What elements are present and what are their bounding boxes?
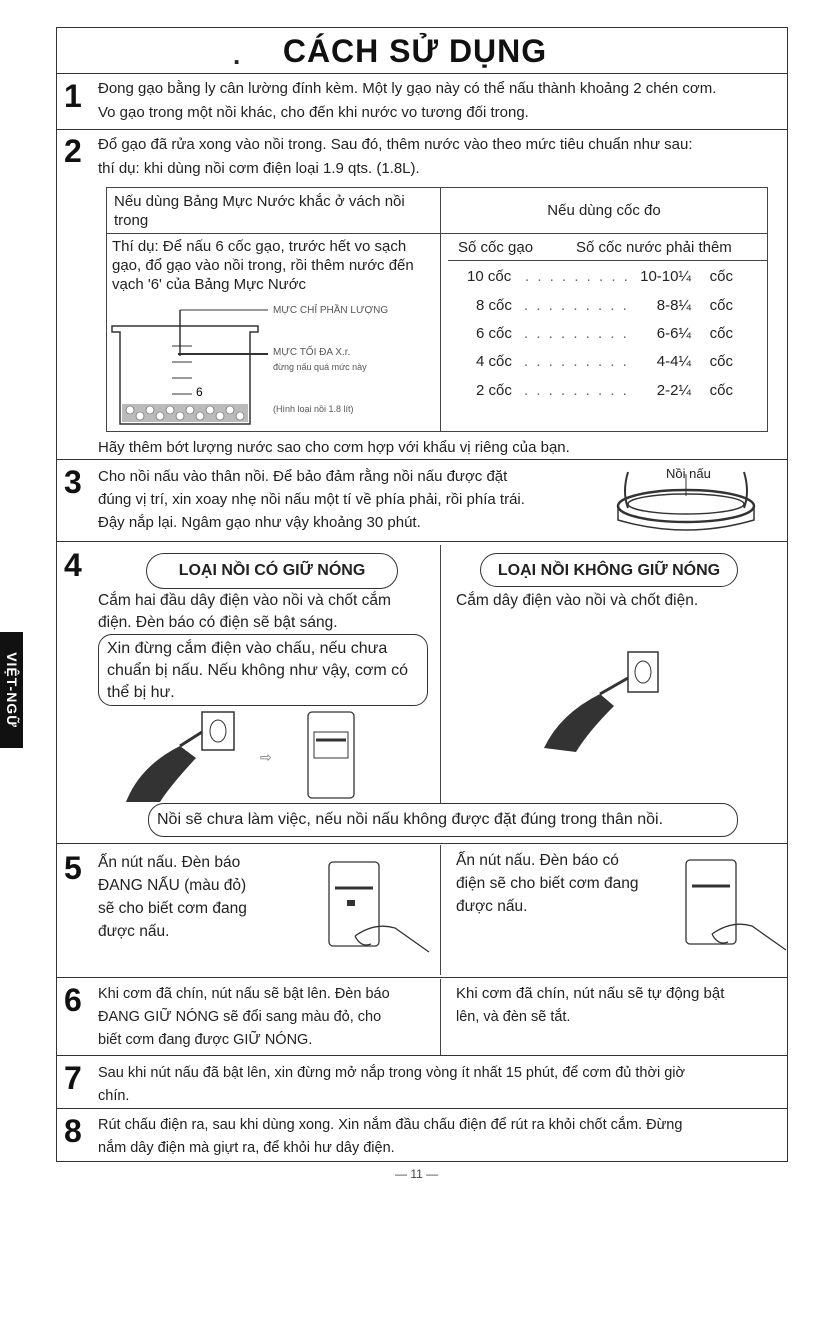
divider (56, 1108, 788, 1109)
label-level-max: MỰC TỐI ĐA X.r. (273, 347, 351, 358)
cook-button-press-icon-right (682, 856, 792, 968)
svg-text:6: 6 (196, 385, 203, 399)
step-number: 6 (64, 982, 82, 1018)
step6-right-line2: lên, và đèn sẽ tắt. (456, 1009, 571, 1025)
step4-left-line1: Cắm hai đầu dây điện vào nồi và chốt cắm (98, 592, 391, 609)
keep-warm-type-heading: LOẠI NỒI CÓ GIỮ NÓNG (146, 553, 398, 589)
step5-left-line2: ĐANG NẤU (màu đỏ) (98, 877, 247, 894)
divider (56, 73, 788, 74)
label-pot-model: (Hình loại nồi 1.8 lít) (273, 404, 354, 414)
step6-left-line1: Khi cơm đã chín, nút nấu sẽ bật lên. Đèn báo (98, 986, 390, 1002)
language-tab (0, 632, 23, 748)
step5-left-line1: Ấn nút nấu. Đèn báo (98, 854, 241, 871)
step-number: 8 (64, 1113, 82, 1149)
step5-left-line4: được nấu. (98, 923, 170, 940)
table-row: 8 cốc . . . . . . . . . 8-8¼ cốc (476, 297, 733, 314)
step5-right-line1: Ấn nút nấu. Đèn báo có (456, 852, 619, 869)
divider (56, 843, 788, 844)
table-header-line (106, 233, 768, 234)
plug-in-illustration (120, 706, 360, 806)
divider (56, 459, 788, 460)
step-number: 7 (64, 1060, 82, 1096)
step1-line2: Vo gạo trong một nồi khác, cho đến khi nước vo tương đối trong. (98, 104, 529, 121)
step2-line1: Đổ gạo đã rửa xong vào nồi trong. Sau đó, thêm nước vào theo mức tiêu chuẩn như sau: (98, 136, 693, 153)
inner-pot-diagram (108, 306, 268, 430)
divider (56, 541, 788, 542)
plug-in-illustration-right (540, 648, 670, 758)
warning-box: Xin đừng cắm điện vào chấu, nếu chưa chuẩn bị nấu. Nếu không như vậy, cơm có thể bị hư. (98, 634, 428, 706)
step2-line2: thí dụ: khi dùng nồi cơm điện loại 1.9 qts. (1.8L). (98, 160, 420, 177)
table-row: 4 cốc . . . . . . . . . 4-4¼ cốc (476, 353, 733, 370)
no-keep-warm-type-heading: LOẠI NỒI KHÔNG GIỮ NÓNG (480, 553, 738, 587)
label-level-max-note: đừng nấu quá mức này (273, 362, 367, 372)
column-divider (440, 979, 441, 1055)
table-subheader-line (448, 260, 768, 261)
column-divider (440, 545, 441, 803)
label-level-min: MỰC CHỈ PHẦN LƯỢNG (273, 305, 389, 316)
step-number: 2 (64, 133, 82, 169)
water-adjust-note: Hãy thêm bớt lượng nước sao cho cơm hợp với khẩu vị riêng của bạn. (98, 439, 570, 456)
step-number: 1 (64, 78, 82, 114)
page-number: — 11 — (395, 1167, 439, 1181)
left-table-heading: Nếu dùng Bảng Mực Nước khắc ở vách nồi trong (114, 193, 405, 229)
divider (56, 977, 788, 978)
step6-right-line1: Khi cơm đã chín, nút nấu sẽ tự động bật (456, 985, 725, 1002)
svg-text:⇨: ⇨ (260, 749, 272, 765)
step6-left-line2: ĐANG GIỮ NÓNG sẽ đổi sang màu đỏ, cho (98, 1009, 382, 1025)
water-example: Thí dụ: Để nấu 6 cốc gạo, trước hết vo sạch gạo, đổ gạo vào nồi trong, rồi thêm nước đến vạch '6' của Bảng Mực Nước (112, 238, 414, 293)
page-title: CÁCH SỬ DỤNG (282, 33, 548, 69)
placement-warning: Nồi sẽ chưa làm việc, nếu nồi nấu không được đặt đúng trong thân nồi. (148, 803, 738, 837)
step8-line2: nắm dây điện mà giựt ra, để khỏi hư dây điện. (98, 1140, 395, 1156)
step4-right-line1: Cắm dây điện vào nồi và chốt điện. (456, 592, 699, 609)
step4-left-line2: điện. Đèn báo có điện sẽ bật sáng. (98, 614, 338, 631)
title-dot: . (233, 40, 241, 70)
step7-line2: chín. (98, 1088, 130, 1104)
step5-left-line3: sẽ cho biết cơm đang (98, 900, 247, 917)
col-rice-cups: Số cốc gạo (458, 239, 534, 256)
column-divider (440, 845, 441, 975)
divider (56, 129, 788, 130)
cook-button-press-icon (325, 858, 435, 970)
pot-label: Nồi nấu (666, 466, 711, 481)
step5-right-line2: điện sẽ cho biết cơm đang (456, 875, 639, 892)
step-number: 3 (64, 464, 82, 500)
step3-line3: Đậy nắp lại. Ngâm gạo như vậy khoảng 30 phút. (98, 514, 421, 531)
right-table-heading: Nếu dùng cốc đo (547, 202, 661, 219)
step1-line1: Đong gạo bằng ly cân lường đính kèm. Một ly gạo này có thể nấu thành khoảng 2 chén cơm. (98, 80, 717, 97)
step3-line1: Cho nồi nấu vào thân nồi. Để bảo đảm rằng nồi nấu được đặt (98, 468, 508, 485)
step5-right-line3: được nấu. (456, 898, 528, 915)
table-row: 2 cốc . . . . . . . . . 2-2¼ cốc (476, 382, 733, 399)
step-number: 4 (64, 547, 82, 583)
step3-line2: đúng vị trí, xin xoay nhẹ nồi nấu một tí về phía phải, rồi phía trái. (98, 491, 525, 508)
table-divider (440, 187, 441, 432)
step7-line1: Sau khi nút nấu đã bật lên, xin đừng mở nắp trong vòng ít nhất 15 phút, để cơm đủ thời giờ (98, 1065, 686, 1081)
step6-left-line3: biết cơm đang được GIỮ NÓNG. (98, 1032, 313, 1048)
step-number: 5 (64, 850, 82, 886)
step8-line1: Rút chấu điện ra, sau khi dùng xong. Xin nắm đầu chấu điện để rút ra khỏi chốt cắm. Đừng (98, 1117, 683, 1133)
table-row: 10 cốc . . . . . . . . . 10-10¼ cốc (467, 268, 733, 285)
language-tab-label: VIỆT-NGỮ (3, 652, 20, 728)
table-row: 6 cốc . . . . . . . . . 6-6¼ cốc (476, 325, 733, 342)
divider (56, 1055, 788, 1056)
col-water-cups: Số cốc nước phải thêm (576, 239, 732, 256)
